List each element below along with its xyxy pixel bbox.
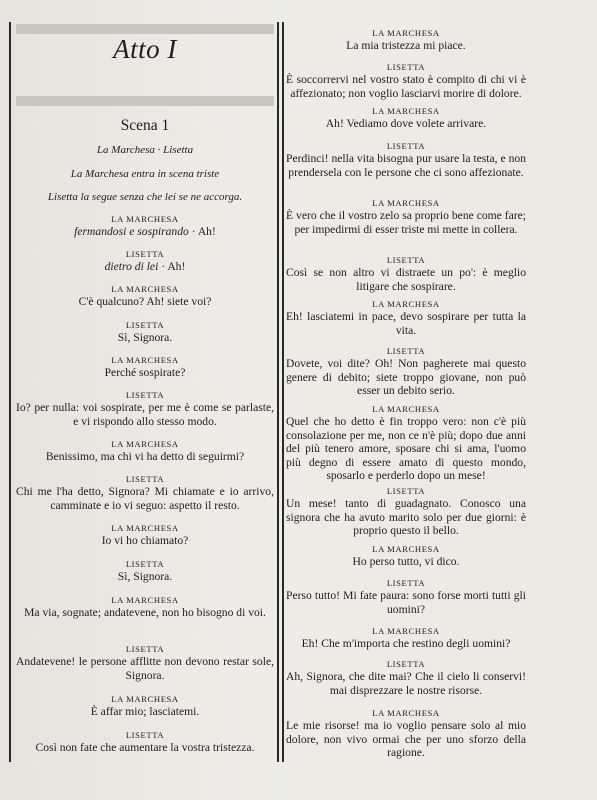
dialogue-block: LISETTA dietro di lei · Ah! — [104, 249, 186, 273]
dialogue-block: LISETTA È soccorrervi nel vostro stato è compito di chi vi è affezionato; non voglio lasciarvi morire di dolore. — [286, 62, 526, 100]
dialogue-block: LISETTA Io? per nulla: voi sospirate, per me è come se parlaste, e vi rispondo allo stesso modo. — [16, 390, 274, 428]
dialogue-block: LA MARCHESA È affar mio; lasciatemi. — [90, 694, 200, 718]
dialogue-block: LA MARCHESA Ho perso tutto, vi dico. — [352, 544, 460, 568]
center-rule-left — [277, 22, 279, 762]
dialogue-block: LA MARCHESA Eh! Che m'importa che restino degli uomini? — [301, 626, 511, 650]
dialogue-block: LA MARCHESA fermandosi e sospirando · Ah! — [74, 214, 216, 238]
dialogue-block: LISETTA Sì, Signora. — [117, 320, 173, 344]
dialogue-block: LISETTA Così se non altro vi distraete un po': è meglio litigare che sospirare. — [286, 255, 526, 293]
dialogue-block: LA MARCHESA Perché sospirate? — [104, 355, 186, 379]
header-bar-scene — [16, 96, 274, 106]
dialogue-block: LA MARCHESA Quel che ho detto è fin troppo vero: non c'è più consolazione per me, non ce n'è più; dopo due anni del più tenero amore, sposare chi si ama, l'uomo più degno di essere amato di questo mondo, sposarlo e perderlo dopo un mese! — [286, 404, 526, 482]
scene-characters: La Marchesa · Lisetta — [96, 144, 194, 156]
dialogue-block: LA MARCHESA È vero che il vostro zelo sa proprio bene come fare; per impedirmi di esser triste mi mette in collera. — [286, 198, 526, 236]
dialogue-block: LISETTA Un mese! tanto di guadagnato. Conosco una signora che ha avuto marito solo per due giorni: è proprio questo il bello. — [286, 486, 526, 537]
dialogue-block: LISETTA Perso tutto! Mi fate paura: sono forse morti tutti gli uomini? — [286, 578, 526, 616]
stage-direction-2: Lisetta la segue senza che lei se ne accorga. — [47, 191, 243, 203]
dialogue-block: LA MARCHESA Ah! Vediamo dove volete arrivare. — [325, 106, 487, 130]
dialogue-block: LISETTA Ah, Signora, che dite mai? Che il cielo li conservi! mai disprezzare le nostre risorse. — [286, 659, 526, 697]
dialogue-block: LA MARCHESA Benissimo, ma chi vi ha detto di seguirmi? — [45, 439, 245, 463]
left-border-rule — [9, 22, 11, 762]
dialogue-block: LA MARCHESA C'è qualcuno? Ah! siete voi? — [78, 284, 212, 308]
dialogue-block: LA MARCHESA Le mie risorse! ma io voglio pensare solo al mio dolore, non vivo ormai che per uno sforzo della ragione. — [286, 708, 526, 759]
dialogue-block: LISETTA Andatevene! le persone afflitte non devono restar sole, Signora. — [16, 644, 274, 682]
dialogue-block: LA MARCHESA Eh! lasciatemi in pace, devo sospirare per tutta la vita. — [286, 299, 526, 337]
dialogue-block: LA MARCHESA La mia tristezza mi piace. — [346, 28, 466, 52]
dialogue-block: LISETTA Perdinci! nella vita bisogna pur usare la testa, e non prendersela con le persone che ci sono affezionate. — [286, 141, 526, 179]
dialogue-block: LISETTA Così non fate che aumentare la vostra tristezza. — [35, 730, 255, 754]
act-title: Atto I — [113, 34, 177, 64]
stage-direction-1: La Marchesa entra in scena triste — [70, 168, 220, 180]
scene-title: Scena 1 — [120, 117, 170, 134]
dialogue-block: LA MARCHESA Io vi ho chiamato? — [101, 523, 189, 547]
dialogue-block: LISETTA Sì, Signora. — [117, 559, 173, 583]
center-rule-right — [282, 22, 284, 762]
dialogue-block: LA MARCHESA Ma via, sognate; andatevene, non ho bisogno di voi. — [24, 595, 266, 619]
dialogue-block: LISETTA Chi me l'ha detto, Signora? Mi chiamate e io arrivo, camminate e io vi seguo: aspetto il resto. — [16, 474, 274, 512]
dialogue-block: LISETTA Dovete, voi dite? Oh! Non pagherete mai questo genere di debito; siete troppo giovane, non può esser un debito serio. — [286, 346, 526, 397]
header-bar-top — [16, 24, 274, 34]
